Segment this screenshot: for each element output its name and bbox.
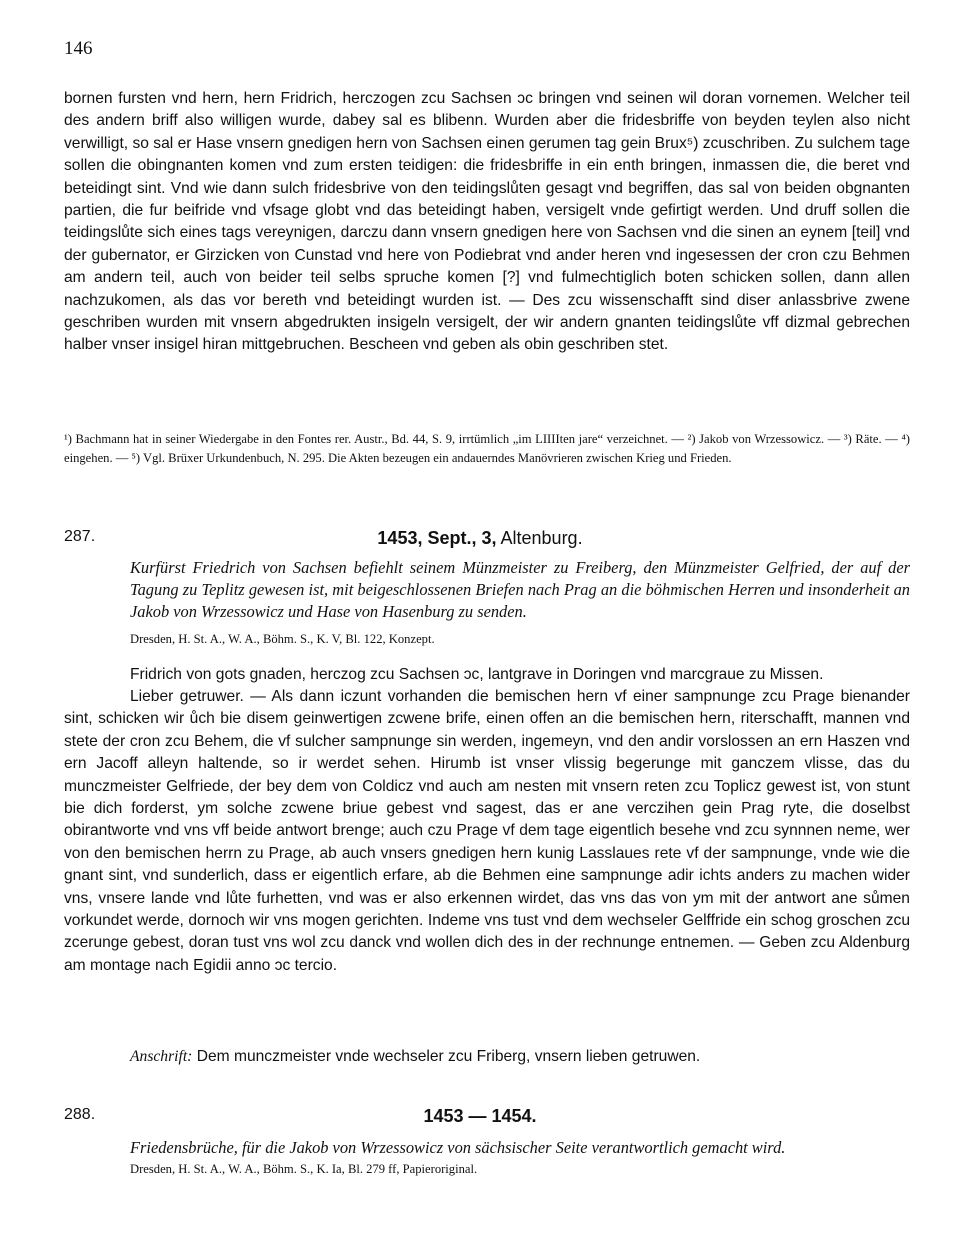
document-number-287: 287. [64, 528, 96, 545]
address-text: Dem munczmeister vnde wechseler zcu Friberg, vnsern lieben getruwen. [196, 1048, 701, 1065]
document-source-287: Dresden, H. St. A., W. A., Böhm. S., K. V, Bl. 122, Konzept. [130, 632, 435, 646]
page-number: 146 [64, 38, 93, 59]
continuation-paragraph: bornen fursten vnd hern, hern Fridrich, herczogen zcu Sachsen ɔc bringen vnd seinen wil doran vornemen. Welcher teil des andern briff also willigen wurde, dabey sal es blibenn. Wurden aber die fridesbriffe von beyden teylen also nicht verwilligt, so sal er Hase vnsern gnedigen hern von Sachsen einen gerumen tag gein Brux⁵) zcuschriben. Zu sulchem tage sollen die obingnanten komen vnd zum ersten teidigen: die fridesbriffe in ein enth bringen, inmassen die, die beret vnd beteidingt sint. Vnd wie dann sulch fridesbrive von den teidingslůten gesagt vnd begriffen, das sal von beiden obgnanten partien, die fur beifride vnd vfsage globt vnd das beteidingt haben, versigelt vnde gefirtigt werden. Und druff sollen die teidingslůte sich eines tags vereynigen, darczu dann vnsern gnedigen here von Sachsen vnd die sinen an eynem [teil] vnd der gubernator, er Girzicken von Cunstad vnd here von Podiebrat vnd ander heren vnd ingesessen der cron czu Behmen am andern teil, auch von beider teil selbs spruche komen [?] vnd fulmechtiglich boten schicken sollen, dann allen nachzukomen, als das vor bereth vnd beteidingt wurden ist. — Des zcu wissenschafft sind diser anlassbrive zwene geschriben wurden mit vnsern abgedrukten insigeln versigelt, der wir andern gnanten teidingslůte vff dizmal gebrechen halber vnser insigel hiran mittgebruchen. Bescheen vnd geben als obin geschriben stet. [64, 90, 910, 354]
document-address-287 [130, 1048, 910, 1066]
document-regest-287: Kurfürst Friedrich von Sachsen befiehlt seinem Münzmeister zu Freiberg, den Münzmeister Gelfried, der auf der Tagung zu Teplitz gewesen ist, mit beigeschlossenen Briefen nach Prag an die böhmischen Herren und insonderheit an Jakob von Wrzessowicz und Hase von Hasenburg zu senden. [130, 558, 910, 621]
document-source-288: Dresden, H. St. A., W. A., Böhm. S., K. Ia, Bl. 279 ff, Papieroriginal. [130, 1162, 478, 1176]
document-regest-288: Friedensbrüche, für die Jakob von Wrzessowicz von sächsischer Seite verantwortlich gemacht wird. [130, 1138, 786, 1157]
document-date-288: 1453 — 1454. [423, 1106, 537, 1126]
document-place-287: Altenburg. [500, 528, 583, 548]
document-heading-287 [0, 528, 960, 549]
document-date-287: 1453, Sept., 3, [377, 528, 497, 548]
document-salutation-287: Fridrich von gots gnaden, herczog zcu Sachsen ɔc, lantgrave in Doringen vnd marcgraue zu Missen. [130, 666, 824, 683]
document-number-288: 288. [64, 1106, 96, 1123]
footnotes: ¹) Bachmann hat in seiner Wiedergabe in den Fontes rer. Austr., Bd. 44, S. 9, irrtümlich „im LIIIIten jare“ verzeichnet. — ²) Jakob von Wrzessowicz. — ³) Räte. — ⁴) eingehen. — ⁵) Vgl. Brüxer Urkundenbuch, N. 295. Die Akten bezeugen ein andauerndes Manövrieren zwischen Krieg und Frieden. [64, 432, 910, 465]
document-heading-288 [0, 1106, 960, 1127]
document-body-287: Lieber getruwer. — Als dann iczunt vorhanden die bemischen hern vf einer sampnunge zcu Prage bienander sint, schicken wir ůch bie disem geinwertigen zcwene brife, einen offen an die bemischen hern, riterschafft, mannen vnd stete der cron zcu Behem, die vf sulcher sampnunge sin werden, ingemeyn, vnd den andir vorslossen an ern Haszen vnd ern Jacoff alleyn haltende, so ir werdet sehen. Hirumb ist vnser vlissig begerunge mit ganczem vlisse, das du munczmeister Gelfriede, der bey dem von Coldicz vnd auch am nesten mit vnsern reten zcu Toplicz gewest ist, von stunt bie dich forderst, ym solche zcwene briue gebest vnd sagest, das er ane verczihen gein Prag ryte, die doselbst obirantworte vnd vns vff beide antwort brenge; auch czu Prage vf dem tage eigentlich besehe vnd zcu synnnen neme, wer von den bemischen herrn zu Prage, ab auch vnsers gnedigen hern kunig Lasslaues rete vf der sampnunge, vnde wie die gnant sint, vnd sunderlich, dass er eigentlich erfare, ab die Behmen eine sampnunge adir ichts anders zu machen wider vns, vnsere lande vnd lůte furhetten, vnd was er also erkennen wirdet, das vns das von ym mit der antwort ane sůmen vorkundet werde, dornoch wir vns mogen gerichten. Indeme vns tust vnd dem wechseler Gelffride ein schog groschen zcu zcerunge gebest, doran tust vns wol zcu danck vnd wollen dich des in der rechnunge entnemen. — Geben zcu Aldenburg am montage nach Egidii anno ɔc tercio. [64, 688, 910, 974]
address-label: Anschrift: [130, 1048, 193, 1065]
